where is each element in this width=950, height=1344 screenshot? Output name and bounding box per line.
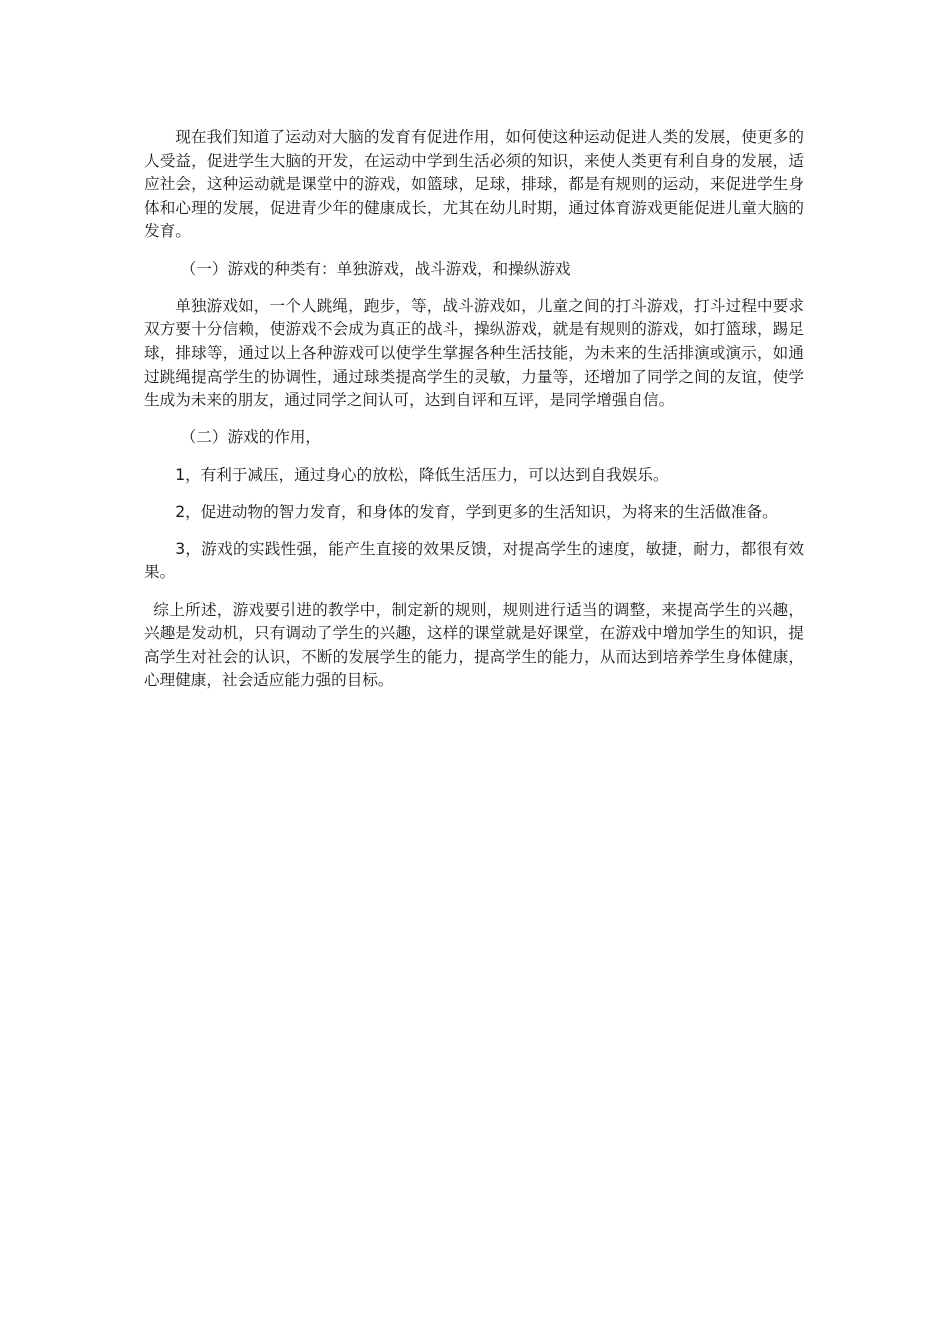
list-item-function-3: 3，游戏的实践性强，能产生直接的效果反馈，对提高学生的速度，敏捷，耐力，都很有效果。 [144, 539, 804, 582]
paragraph-summary: 综上所述，游戏要引进的教学中，制定新的规则，规则进行适当的调整，来提高学生的兴趣，兴趣是发动机，只有调动了学生的兴趣，这样的课堂就是好课堂，在游戏中增加学生的知识，提高学生对社会的认识，不断的发展学生的能力，提高学生的能力，从而达到培养学生身体健康，心理健康，社会适应能力强的目标。 [144, 600, 804, 690]
document-body [144, 126, 804, 707]
paragraph-intro: 现在我们知道了运动对大脑的发育有促进作用，如何使这种运动促进人类的发展，使更多的人受益，促进学生大脑的开发，在运动中学到生活必须的知识，来使人类更有利自身的发展，适应社会，这种运动就是课堂中的游戏，如篮球，足球，排球，都是有规则的运动，来促进学生身体和心理的发展，促进青少年的健康成长，尤其在幼儿时期，通过体育游戏更能促进儿童大脑的发育。 [144, 128, 804, 241]
list-item-function-2: 2，促进动物的智力发育，和身体的发育，学到更多的生活知识，为将来的生活做准备。 [175, 502, 778, 521]
section-heading-game-functions: （二）游戏的作用， [180, 428, 322, 447]
list-item-function-1: 1，有利于减压，通过身心的放松，降低生活压力，可以达到自我娱乐。 [175, 465, 669, 484]
section-heading-game-types: （一）游戏的种类有：单独游戏，战斗游戏，和操纵游戏 [180, 259, 571, 278]
paragraph-game-types: 单独游戏如，一个人跳绳，跑步，等，战斗游戏如，儿童之间的打斗游戏，打斗过程中要求双方要十分信赖，使游戏不会成为真正的战斗，操纵游戏，就是有规则的游戏，如打篮球，踢足球，排球等，通过以上各种游戏可以使学生掌握各种生活技能，为未来的生活排演或演示，如通过跳绳提高学生的协调性，通过球类提高学生的灵敏，力量等，还增加了同学之间的友谊，使学生成为未来的朋友，通过同学之间认可，达到自评和互评，是同学增强自信。 [144, 296, 804, 410]
